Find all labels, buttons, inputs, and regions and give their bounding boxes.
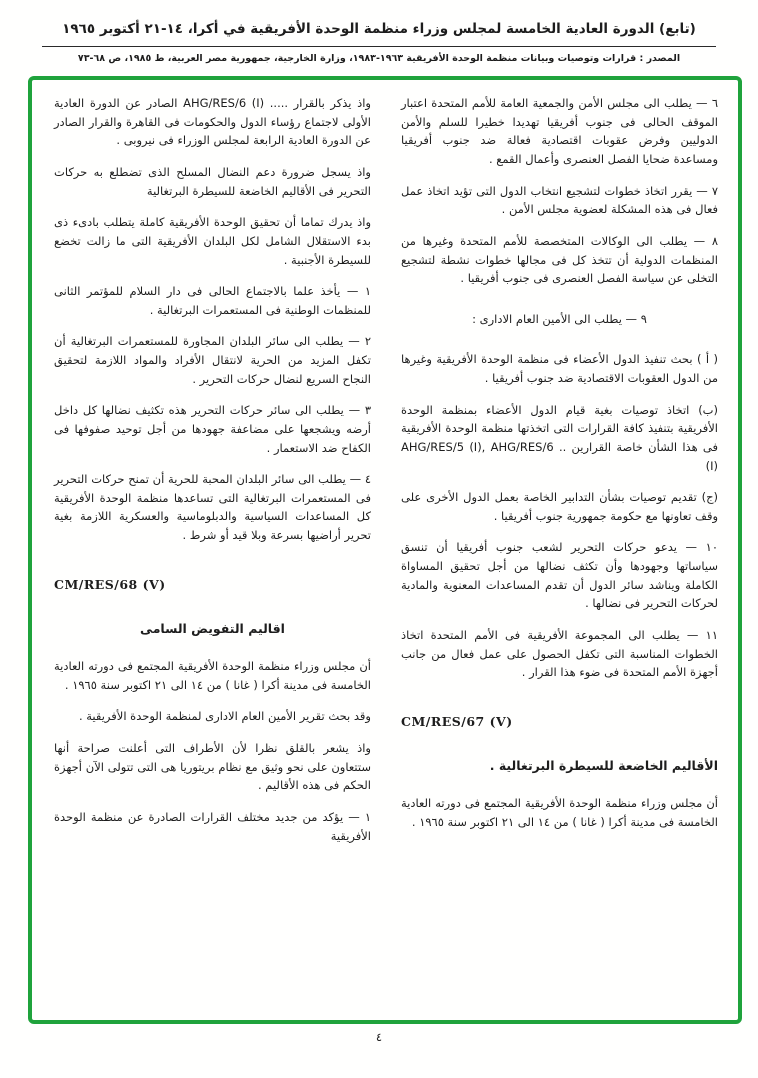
resolution-item-4: ٤ — يطلب الى سائر البلدان المحبة للحرية أن تمنح حركات التحرير فى المستعمرات البرتغالية التى تساعدها منظمة الوحدة الأفريقية كل المساعدات السياسية والدبلوماسية والعسكرية اللازمة بغية تحرير أراضيها بسرعة وبلا قيد أو شرط . [54,472,371,543]
resolution-item-6: ٦ — يطلب الى مجلس الأمن والجمعية العامة للأمم المتحدة اعتبار الموقف الحالى فى جنوب أفريقيا تهديدا خطيرا للسلم والأمن الدوليين وفرض عقوبات اقتصادية فعالة ضد جنوب أفريقيا ومساعدة ضحايا الفصل العنصرى وأعمال القمع . [401,96,718,167]
resolution-item-7: ٧ — يقرر اتخاذ خطوات لتشجيع انتخاب الدول التى تؤيد اتخاذ عمل فعال فى هذه المشكلة لعضوية مجلس الأمن . [401,183,718,217]
preamble-recall-resolution: واذ يذكر بالقرار ..... AHG/RES/6 (I) الصادر عن الدورة العادية الأولى لاجتماع رؤساء الدول والحكومات فى القاهرة والقرار الصادر عن الدورة العادية الرابعة لمجلس الوزراء فى نيروبى . [54,96,371,148]
resolution-item-11: ١١ — يطلب الى المجموعة الأفريقية فى الأمم المتحدة اتخاذ الخطوات المناسبة التى تكفل الحصول على عمل فعال من جانب أجهزة الأمم المتحدة فى ضوء هذا القرار . [401,627,718,680]
source-line: المصدر : قرارات وتوصيات وبيانات منظمة الوحدة الأفريقية ١٩٦٣-١٩٨٣، وزارة الخارجية، جمهورية مصر العربية، ط ١٩٨٥، ص ٦٨-٧٣ [77,52,681,64]
resolution-item-10: ١٠ — يدعو حركات التحرير لشعب جنوب أفريقيا أن تنسق سياساتها وجهودها وأن تكثف نضالها من أجل تحقيق المساواة الكاملة ويناشد سائر الدول أن تقدم المساعدات المعنوية والمادية لحركات التحرير فى نضالها . [401,540,718,611]
content-frame [28,76,742,1024]
resolution-item-1-reaffirm: ١ — يؤكد من جديد مختلف القرارات الصادرة عن منظمة الوحدة الأفريقية [54,809,371,843]
resolution-subitem-a: ( أ ) بحث تنفيذ الدول الأعضاء فى منظمة الوحدة الأفريقية وغيرها من الدول العقوبات الاقتصادية ضد جنوب أفريقيا . [401,352,718,386]
preamble-notes-armed-struggle: واذ يسجل ضرورة دعم النضال المسلح الذى تضطلع به حركات التحرير فى الأقاليم الخاضعة للسيطرة البرتغالية [54,165,371,198]
resolution-subitem-b: (ب) اتخاذ توصيات بغية قيام الدول الأعضاء بمنظمة الوحدة الأفريقية بتنفيذ كافة القرارات التى اتخذتها منظمة الوحدة الأفريقية فى هذا الشأن خاصة القرارين .. AHG/RES/5 (I), AHG/RES/6 (I) [401,402,719,473]
column-left [54,94,371,858]
resolution-item-1: ١ — يأخذ علما بالاجتماع الحالى فى دار السلام للمؤتمر الثانى للمنظمات الوطنية فى المستعمرات البرتغالية . [54,284,371,317]
resolution-item-9-intro: ٩ — يطلب الى الأمين العام الادارى : [472,311,647,326]
header-divider [42,46,716,47]
preamble-concern: واذ يشعر بالقلق نظرا لأن الأطراف التى أعلنت صراحة أنها ستتعاون على نحو وثيق مع نظام بريتوريا هى التى تتولى الآن أجهزة الحكم فى هذه الأقاليم . [54,741,371,793]
resolution-item-8: ٨ — يطلب الى الوكالات المتخصصة للأمم المتحدة وغيرها من المنظمات الدولية أن تتخذ كل فى مجالها خطوات نشطة لتشجيع التخلى عن سياسة الفصل العنصرى فى جنوب أفريقيا . [401,233,718,286]
preamble-aware-unity: واذ يدرك تماما أن تحقيق الوحدة الأفريقية كاملة يتطلب بادىء ذى بدء الاستقلال الشامل لكل البلدان الأفريقية التى ما زالت تخضع للسيطرة الأجنبية . [54,215,371,267]
resolution-ref-cm-res-68: CM/RES/68 (V) [54,576,166,592]
resolution-subitem-c: (ج) تقديم توصيات بشأن التدابير الخاصة بعمل الدول الأخرى على وقف تعاونها مع حكومة جمهورية جنوب أفريقيا . [401,490,718,523]
resolution-ref-cm-res-67: CM/RES/67 (V) [401,713,513,729]
column-right [401,94,718,844]
council-preamble-second: أن مجلس وزراء منظمة الوحدة الأفريقية المجتمع فى دورته العادية الخامسة فى مدينة أكرا ( غانا ) من ١٤ الى ٢١ اكتوبر سنة ١٩٦٥ . [54,659,371,692]
resolution-item-3: ٣ — يطلب الى سائر حركات التحرير هذه تكثيف نضالها كل داخل أرضه ويشجعها على مضاعفة جهودها من أجل توحيد صفوفها فى الكفاح ضد الاستعمار . [54,403,371,455]
preamble-report-reviewed: وقد بحث تقرير الأمين العام الادارى لمنظمة الوحدة الأفريقية . [78,709,371,724]
page-title: (تابع) الدورة العادية الخامسة لمجلس وزراء منظمة الوحدة الأفريقية في أكرا، ١٤-٢١ أكتوبر ١٩٦٥ [62,21,696,37]
page-number: ٤ [375,1030,383,1045]
section-heading-mandate-territories: اقاليم التفويض السامى [140,620,285,636]
two-column-layout [54,94,718,858]
resolution-item-2: ٢ — يطلب الى سائر البلدان المجاورة للمستعمرات البرتغالية أن تكفل المزيد من الحرية لانتقال الأفراد والمواد اللازمة لتحقيق النجاح السريع لنضال حركات التحرير . [54,334,371,386]
section-heading-portuguese-territories: الأقاليم الخاضعة للسيطرة البرتغالية . [489,758,718,774]
page-header [0,0,758,66]
council-preamble: أن مجلس وزراء منظمة الوحدة الأفريقية المجتمع فى دورته العادية الخامسة فى مدينة أكرا ( غانا ) من ١٤ الى ٢١ اكتوبر سنة ١٩٦٥ . [401,796,718,829]
